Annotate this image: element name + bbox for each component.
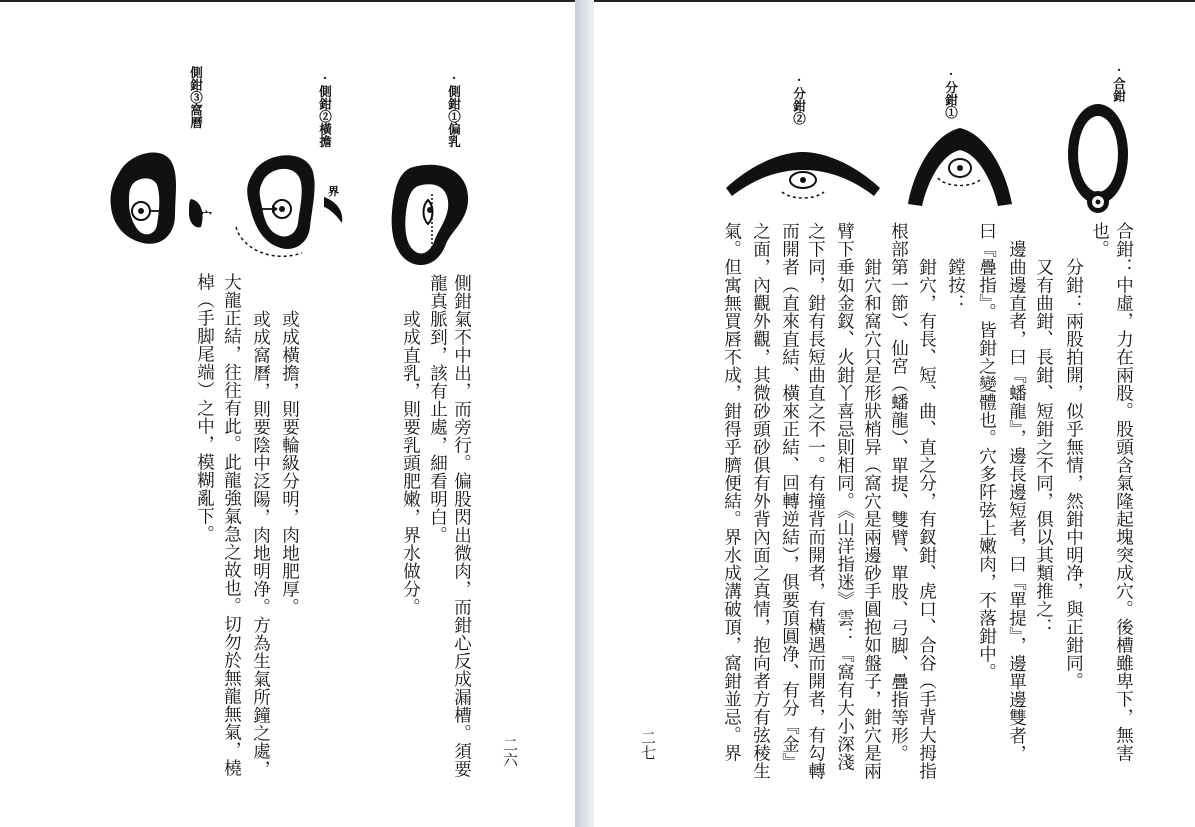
figure-label-1: ·側鉗①偏乳 [446,70,462,148]
figure-split-clamp-1 [904,120,1016,210]
text-column-10: 鉗穴和窩穴只是形狀梢异（窩穴是兩邊砂手圓抱如盤子，鉗穴是兩 [861,258,882,780]
text-column-1: 側鉗氣不中出，而旁行。偏股閃出微肉，而鉗心反成漏槽。須要 [451,274,472,778]
figure-label-2: ·側鉗②橫擔 [317,70,333,148]
text-column-7: 棹（手脚尾端）之中，模糊亂下。 [194,273,215,543]
text-column-9: 根部第一節）、仙宮（蟠龍）、單提、雙臂、單股、弓脚、疊指等形。 [888,222,909,763]
figure-mark-2: 界 [328,185,339,198]
text-column-2: 龍真脈到，該有止處，細看明白。 [427,274,448,544]
text-column-6: 大龍正結，往往有此。此龍強氣急之故也。切勿於無龍無氣，橈 [221,273,242,777]
text-column-3: 或成直乳，則要乳頭肥嫩，界水做分。 [400,310,421,616]
text-column-8: 鉗穴，有長、短、曲、直之分，有釵鉗、虎口、合谷（手背大拇指 [916,258,937,780]
figure-label-3: 側鉗③窩曆 [188,66,204,129]
figure-mark-3: 宀 [201,209,212,222]
text-column-2: 也。 [1089,222,1110,258]
text-column-6: 曰『疊指』。皆鉗之變體也。穴多阡弦上嫩肉，不落鉗中。 [976,222,997,682]
figure-label-hequan: ·合鉗 [1111,62,1127,102]
right-page [594,0,1195,827]
text-column-14: 之面，內觀外觀，其微砂頭砂俱有外背內面之真情，抱向者方有弦稜生 [750,222,771,780]
figure-closed-clamp [1062,100,1142,220]
text-column-13: 而開者（直來直結、橫來正結、回轉逆結），俱要頂圓净、有分『金』 [779,222,800,772]
figure-split-clamp-2 [724,148,882,208]
text-column-7: 鏜按： [945,258,966,312]
text-column-5: 或成窩曆，則要陰中泛陽，肉地明净。方為生氣所鐘之處， [250,310,271,778]
figure-side-clamp-3 [105,143,220,253]
book-gutter [575,0,594,827]
page-top-border [0,0,575,2]
figure-side-clamp-1 [388,160,472,270]
text-column-15: 氣。但寓無買唇不成，鉗得乎臍便結。界水成溝破頂，窩鉗並忌。界 [721,222,742,762]
text-column-1: 合鉗：中虛，力在兩股。股頭含氣隆起塊突成穴。後槽雖卑下，無害 [1113,222,1134,762]
text-column-4: 又有曲鉗、長鉗、短鉗之不同，俱以其類推之： [1033,258,1054,636]
page-number-left: 二六 [501,737,519,767]
page-top-border [594,0,1195,2]
figure-side-clamp-2 [232,145,352,265]
text-column-12: 之下同，鉗有長短曲直之不一。有撞背而開者，有橫遇而開者，有勾轉 [805,222,826,780]
text-column-11: 臂下垂如金釵、火鉗丫喜忌則相同。《山洋指迷》雲：『窩有大小深淺 [834,222,855,772]
left-page [0,0,575,827]
text-column-4: 或成橫擔，則要輪級分明，肉地肥厚。 [279,310,300,616]
text-column-3: 分鉗：兩股拍開，似乎無情，然鉗中明净，與正鉗同。 [1063,258,1084,690]
figure-label-fenqian-1: ·分鉗① [943,66,959,119]
figure-label-fenqian-2: ·分鉗② [791,72,807,125]
page-number-right: 二七 [639,730,657,760]
text-column-5: 邊曲邊直者，曰『蟠龍』，邊長邊短者，曰『單提』，邊單邊雙者， [1006,240,1027,763]
